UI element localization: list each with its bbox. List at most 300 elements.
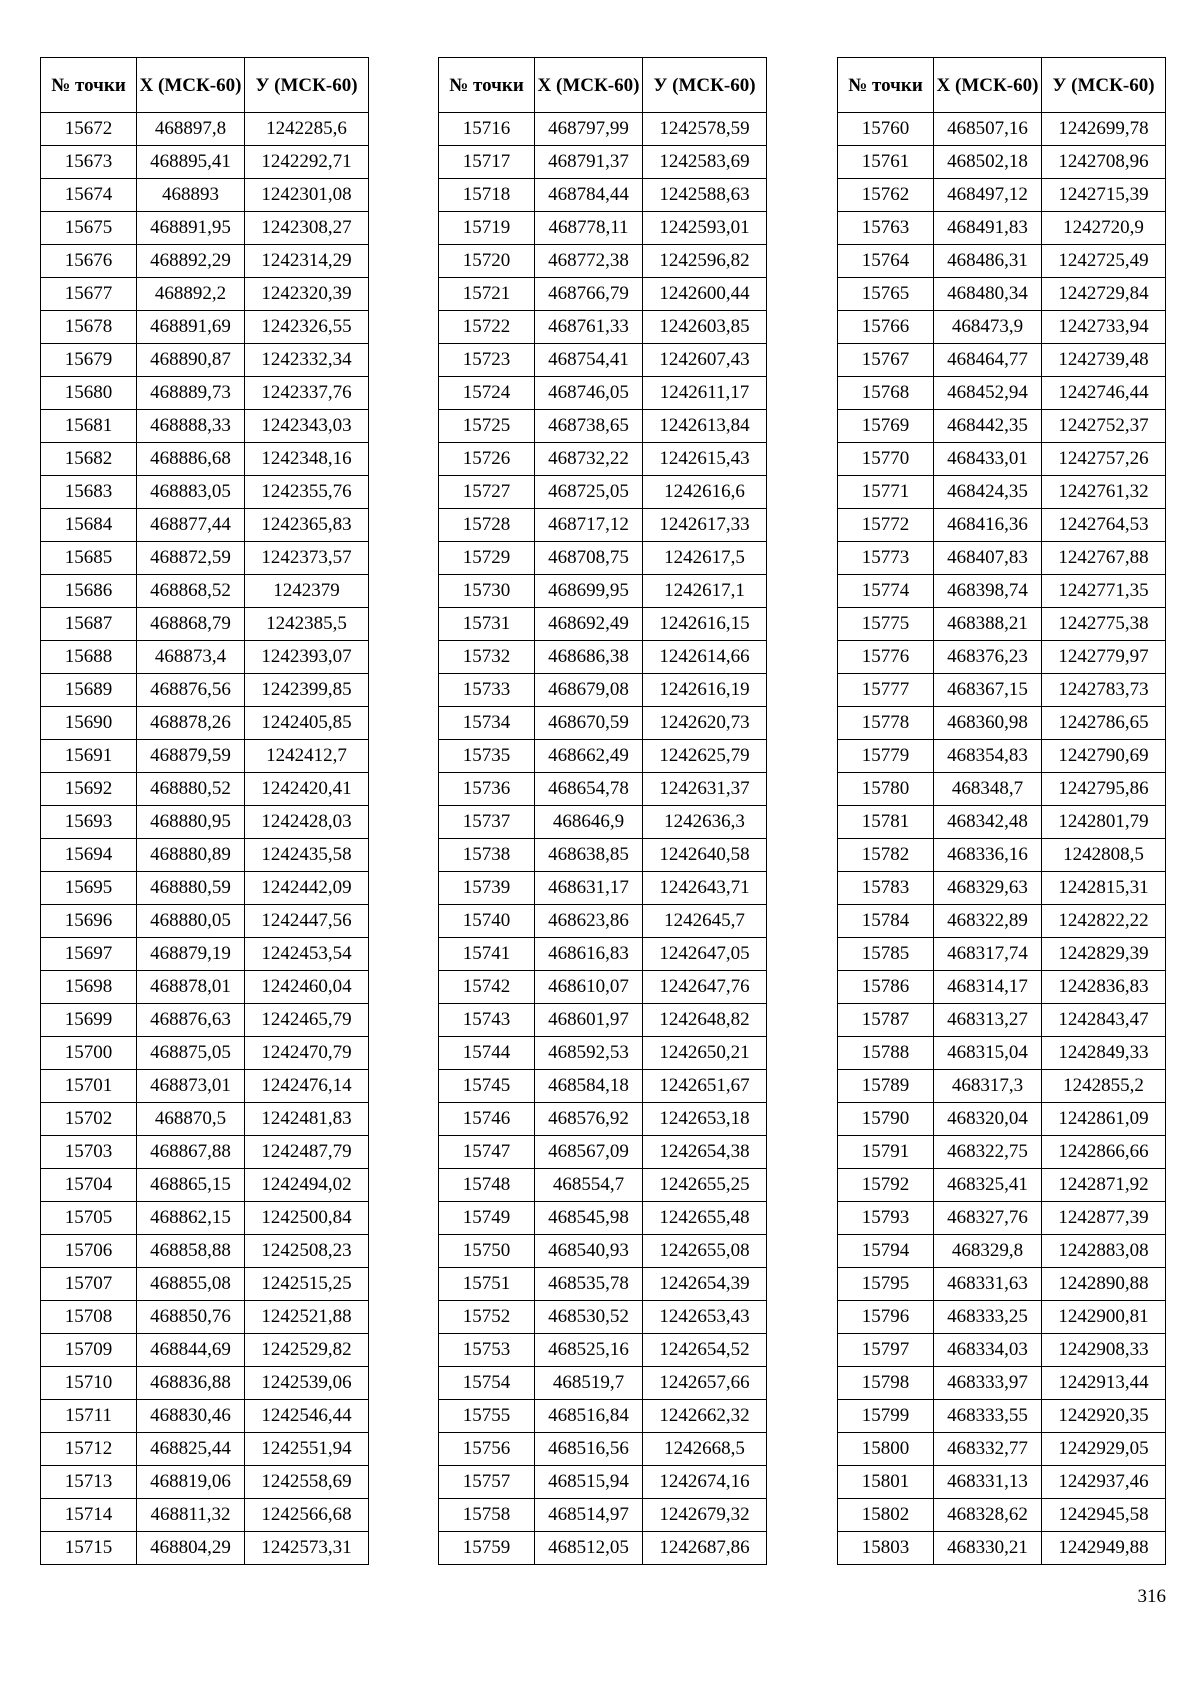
x-coordinate-cell: 468317,74	[934, 938, 1042, 971]
y-coordinate-cell: 1242786,65	[1042, 707, 1166, 740]
table-row	[41, 1301, 369, 1334]
x-coordinate-cell: 468880,52	[137, 773, 245, 806]
x-coordinate-cell: 468515,94	[535, 1466, 643, 1499]
table-row	[838, 212, 1166, 245]
x-coordinate-cell: 468530,52	[535, 1301, 643, 1334]
x-coordinate-cell: 468325,41	[934, 1169, 1042, 1202]
table-row	[41, 1103, 369, 1136]
table-row	[838, 1169, 1166, 1202]
table-row	[439, 1103, 767, 1136]
point-number-cell: 15792	[838, 1169, 934, 1202]
table-row	[838, 311, 1166, 344]
point-number-cell: 15800	[838, 1433, 934, 1466]
x-coordinate-cell: 468388,21	[934, 608, 1042, 641]
table-row	[439, 1466, 767, 1499]
y-coordinate-cell: 1242301,08	[245, 179, 369, 212]
y-coordinate-cell: 1242393,07	[245, 641, 369, 674]
point-number-cell: 15682	[41, 443, 137, 476]
point-number-cell: 15686	[41, 575, 137, 608]
y-coordinate-cell: 1242428,03	[245, 806, 369, 839]
y-coordinate-cell: 1242615,43	[643, 443, 767, 476]
x-coordinate-cell: 468725,05	[535, 476, 643, 509]
point-number-cell: 15777	[838, 674, 934, 707]
point-number-cell: 15676	[41, 245, 137, 278]
x-coordinate-cell: 468875,05	[137, 1037, 245, 1070]
x-coordinate-cell: 468699,95	[535, 575, 643, 608]
y-coordinate-cell: 1242699,78	[1042, 113, 1166, 146]
y-coordinate-cell: 1242761,32	[1042, 476, 1166, 509]
point-number-cell: 15675	[41, 212, 137, 245]
y-coordinate-cell: 1242645,7	[643, 905, 767, 938]
x-coordinate-cell: 468416,36	[934, 509, 1042, 542]
y-coordinate-cell: 1242653,43	[643, 1301, 767, 1334]
x-coordinate-cell: 468567,09	[535, 1136, 643, 1169]
point-number-cell: 15683	[41, 476, 137, 509]
point-number-cell: 15691	[41, 740, 137, 773]
x-coordinate-cell: 468784,44	[535, 179, 643, 212]
table-row	[439, 1532, 767, 1565]
x-coordinate-cell: 468327,76	[934, 1202, 1042, 1235]
table-row	[838, 509, 1166, 542]
x-coordinate-cell: 468862,15	[137, 1202, 245, 1235]
x-coordinate-cell: 468584,18	[535, 1070, 643, 1103]
x-coordinate-cell: 468876,63	[137, 1004, 245, 1037]
table-row	[41, 1070, 369, 1103]
y-coordinate-cell: 1242365,83	[245, 509, 369, 542]
table-row	[41, 1268, 369, 1301]
table-row	[41, 773, 369, 806]
y-coordinate-cell: 1242900,81	[1042, 1301, 1166, 1334]
x-coordinate-cell: 468512,05	[535, 1532, 643, 1565]
point-number-cell: 15697	[41, 938, 137, 971]
table-row	[41, 1367, 369, 1400]
y-coordinate-cell: 1242314,29	[245, 245, 369, 278]
y-coordinate-cell: 1242808,5	[1042, 839, 1166, 872]
x-coordinate-cell: 468732,22	[535, 443, 643, 476]
table-row	[41, 839, 369, 872]
y-coordinate-cell: 1242636,3	[643, 806, 767, 839]
x-coordinate-cell: 468892,2	[137, 278, 245, 311]
table-row	[838, 542, 1166, 575]
y-coordinate-cell: 1242783,73	[1042, 674, 1166, 707]
table-row	[838, 1466, 1166, 1499]
table-row	[838, 476, 1166, 509]
point-number-cell: 15771	[838, 476, 934, 509]
y-coordinate-cell: 1242508,23	[245, 1235, 369, 1268]
x-coordinate-cell: 468507,16	[934, 113, 1042, 146]
table-row	[838, 410, 1166, 443]
table-row	[41, 674, 369, 707]
table-row	[838, 641, 1166, 674]
table-row	[41, 806, 369, 839]
y-coordinate-cell: 1242578,59	[643, 113, 767, 146]
y-coordinate-cell: 1242500,84	[245, 1202, 369, 1235]
x-coordinate-cell: 468654,78	[535, 773, 643, 806]
point-number-header: № точки	[439, 58, 535, 113]
table-row	[838, 1037, 1166, 1070]
x-coordinate-cell: 468766,79	[535, 278, 643, 311]
point-number-cell: 15781	[838, 806, 934, 839]
y-coordinate-cell: 1242752,37	[1042, 410, 1166, 443]
point-number-cell: 15734	[439, 707, 535, 740]
table-row	[838, 575, 1166, 608]
x-coordinate-cell: 468554,7	[535, 1169, 643, 1202]
y-coordinate-cell: 1242600,44	[643, 278, 767, 311]
table-row	[439, 113, 767, 146]
x-coordinate-cell: 468879,59	[137, 740, 245, 773]
x-coordinate-cell: 468452,94	[934, 377, 1042, 410]
x-coordinate-cell: 468424,35	[934, 476, 1042, 509]
point-number-cell: 15772	[838, 509, 934, 542]
y-coordinate-cell: 1242631,37	[643, 773, 767, 806]
y-coordinate-cell: 1242843,47	[1042, 1004, 1166, 1037]
y-coordinate-cell: 1242447,56	[245, 905, 369, 938]
y-coordinate-cell: 1242790,69	[1042, 740, 1166, 773]
y-coordinate-cell: 1242546,44	[245, 1400, 369, 1433]
table-row	[439, 410, 767, 443]
x-coordinate-cell: 468638,85	[535, 839, 643, 872]
x-coordinate-cell: 468514,97	[535, 1499, 643, 1532]
x-coordinate-cell: 468313,27	[934, 1004, 1042, 1037]
table-row	[838, 146, 1166, 179]
point-number-cell: 15707	[41, 1268, 137, 1301]
y-coordinate-cell: 1242399,85	[245, 674, 369, 707]
y-coordinate-cell: 1242746,44	[1042, 377, 1166, 410]
x-coordinate-cell: 468844,69	[137, 1334, 245, 1367]
x-coordinate-cell: 468342,48	[934, 806, 1042, 839]
point-number-cell: 15785	[838, 938, 934, 971]
x-coordinate-cell: 468868,79	[137, 608, 245, 641]
x-coordinate-cell: 468811,32	[137, 1499, 245, 1532]
x-coordinate-cell: 468878,26	[137, 707, 245, 740]
y-coordinate-cell: 1242949,88	[1042, 1532, 1166, 1565]
table-row	[41, 707, 369, 740]
table-row	[41, 377, 369, 410]
y-coordinate-cell: 1242617,33	[643, 509, 767, 542]
y-coordinate-cell: 1242412,7	[245, 740, 369, 773]
y-coordinate-cell: 1242616,6	[643, 476, 767, 509]
y-coordinate-cell: 1242460,04	[245, 971, 369, 1004]
y-coordinate-cell: 1242795,86	[1042, 773, 1166, 806]
table-row	[41, 1532, 369, 1565]
table-row	[838, 740, 1166, 773]
point-number-cell: 15695	[41, 872, 137, 905]
table-row	[838, 1400, 1166, 1433]
y-coordinate-cell: 1242729,84	[1042, 278, 1166, 311]
x-coordinate-cell: 468897,8	[137, 113, 245, 146]
point-number-cell: 15714	[41, 1499, 137, 1532]
y-coordinate-cell: 1242687,86	[643, 1532, 767, 1565]
y-coordinate-cell: 1242442,09	[245, 872, 369, 905]
y-coordinate-cell: 1242607,43	[643, 344, 767, 377]
table-row	[41, 278, 369, 311]
table-row	[439, 740, 767, 773]
x-coordinate-cell: 468497,12	[934, 179, 1042, 212]
x-coordinate-cell: 468679,08	[535, 674, 643, 707]
point-number-cell: 15795	[838, 1268, 934, 1301]
y-coordinate-cell: 1242920,35	[1042, 1400, 1166, 1433]
x-coordinate-cell: 468367,15	[934, 674, 1042, 707]
table-row	[41, 113, 369, 146]
point-number-cell: 15722	[439, 311, 535, 344]
y-coordinate-cell: 1242614,66	[643, 641, 767, 674]
table-row	[41, 1334, 369, 1367]
point-number-cell: 15796	[838, 1301, 934, 1334]
table-row	[439, 773, 767, 806]
point-number-cell: 15769	[838, 410, 934, 443]
x-coordinate-cell: 468464,77	[934, 344, 1042, 377]
x-coordinate-cell: 468850,76	[137, 1301, 245, 1334]
table-row	[838, 1334, 1166, 1367]
y-coordinate-cell: 1242453,54	[245, 938, 369, 971]
table-row	[439, 608, 767, 641]
x-coordinate-cell: 468670,59	[535, 707, 643, 740]
table-row	[41, 212, 369, 245]
point-number-cell: 15745	[439, 1070, 535, 1103]
point-number-cell: 15681	[41, 410, 137, 443]
x-coordinate-cell: 468601,97	[535, 1004, 643, 1037]
y-coordinate-cell: 1242655,48	[643, 1202, 767, 1235]
y-coordinate-cell: 1242616,15	[643, 608, 767, 641]
point-number-cell: 15759	[439, 1532, 535, 1565]
point-number-cell: 15750	[439, 1235, 535, 1268]
point-number-cell: 15773	[838, 542, 934, 575]
table-row	[41, 905, 369, 938]
x-coordinate-cell: 468631,17	[535, 872, 643, 905]
point-number-cell: 15713	[41, 1466, 137, 1499]
x-coordinate-cell: 468867,88	[137, 1136, 245, 1169]
point-number-cell: 15780	[838, 773, 934, 806]
table-row	[41, 311, 369, 344]
point-number-cell: 15690	[41, 707, 137, 740]
point-number-cell: 15794	[838, 1235, 934, 1268]
point-number-cell: 15710	[41, 1367, 137, 1400]
point-number-cell: 15793	[838, 1202, 934, 1235]
table-row	[439, 1004, 767, 1037]
x-coordinate-cell: 468872,59	[137, 542, 245, 575]
y-coordinate-cell: 1242779,97	[1042, 641, 1166, 674]
y-coordinate-cell: 1242481,83	[245, 1103, 369, 1136]
point-number-cell: 15724	[439, 377, 535, 410]
table-row	[838, 872, 1166, 905]
y-coordinate-cell: 1242822,22	[1042, 905, 1166, 938]
point-number-cell: 15687	[41, 608, 137, 641]
y-coordinate-cell: 1242613,84	[643, 410, 767, 443]
table-row	[439, 179, 767, 212]
y-coordinate-cell: 1242332,34	[245, 344, 369, 377]
point-number-cell: 15738	[439, 839, 535, 872]
x-coordinate-header: X (МСК-60)	[535, 58, 643, 113]
x-coordinate-cell: 468889,73	[137, 377, 245, 410]
table-row	[838, 344, 1166, 377]
x-coordinate-cell: 468519,7	[535, 1367, 643, 1400]
y-coordinate-cell: 1242836,83	[1042, 971, 1166, 1004]
point-number-cell: 15788	[838, 1037, 934, 1070]
x-coordinate-cell: 468778,11	[535, 212, 643, 245]
table-body	[838, 113, 1166, 1565]
x-coordinate-cell: 468880,95	[137, 806, 245, 839]
x-coordinate-cell: 468348,7	[934, 773, 1042, 806]
table-row	[439, 839, 767, 872]
y-coordinate-cell: 1242343,03	[245, 410, 369, 443]
table-row	[439, 1334, 767, 1367]
y-coordinate-cell: 1242725,49	[1042, 245, 1166, 278]
point-number-cell: 15725	[439, 410, 535, 443]
x-coordinate-cell: 468868,52	[137, 575, 245, 608]
y-coordinate-cell: 1242373,57	[245, 542, 369, 575]
table-row	[439, 1301, 767, 1334]
table-row	[439, 1169, 767, 1202]
table-row	[838, 1136, 1166, 1169]
table-row	[439, 311, 767, 344]
x-coordinate-cell: 468892,29	[137, 245, 245, 278]
point-number-cell: 15784	[838, 905, 934, 938]
y-coordinate-cell: 1242662,32	[643, 1400, 767, 1433]
x-coordinate-cell: 468879,19	[137, 938, 245, 971]
point-number-cell: 15678	[41, 311, 137, 344]
x-coordinate-cell: 468502,18	[934, 146, 1042, 179]
x-coordinate-cell: 468880,05	[137, 905, 245, 938]
point-number-cell: 15779	[838, 740, 934, 773]
point-number-cell: 15798	[838, 1367, 934, 1400]
y-coordinate-cell: 1242733,94	[1042, 311, 1166, 344]
y-coordinate-cell: 1242551,94	[245, 1433, 369, 1466]
point-number-cell: 15757	[439, 1466, 535, 1499]
y-coordinate-cell: 1242617,1	[643, 575, 767, 608]
table-row	[41, 509, 369, 542]
x-coordinate-cell: 468877,44	[137, 509, 245, 542]
point-number-cell: 15705	[41, 1202, 137, 1235]
table-row	[439, 344, 767, 377]
x-coordinate-cell: 468895,41	[137, 146, 245, 179]
x-coordinate-cell: 468545,98	[535, 1202, 643, 1235]
table-row	[838, 1268, 1166, 1301]
y-coordinate-cell: 1242566,68	[245, 1499, 369, 1532]
point-number-cell: 15801	[838, 1466, 934, 1499]
x-coordinate-cell: 468576,92	[535, 1103, 643, 1136]
x-coordinate-cell: 468804,29	[137, 1532, 245, 1565]
x-coordinate-cell: 468738,65	[535, 410, 643, 443]
point-number-cell: 15693	[41, 806, 137, 839]
y-coordinate-cell: 1242679,32	[643, 1499, 767, 1532]
point-number-header: № точки	[838, 58, 934, 113]
x-coordinate-cell: 468692,49	[535, 608, 643, 641]
y-coordinate-cell: 1242654,39	[643, 1268, 767, 1301]
y-coordinate-cell: 1242611,17	[643, 377, 767, 410]
table-row	[41, 872, 369, 905]
y-coordinate-cell: 1242929,05	[1042, 1433, 1166, 1466]
y-coordinate-cell: 1242668,5	[643, 1433, 767, 1466]
point-number-cell: 15699	[41, 1004, 137, 1037]
point-number-cell: 15706	[41, 1235, 137, 1268]
x-coordinate-cell: 468491,83	[934, 212, 1042, 245]
x-coordinate-cell: 468331,13	[934, 1466, 1042, 1499]
x-coordinate-cell: 468333,25	[934, 1301, 1042, 1334]
table-row	[439, 245, 767, 278]
table-row	[439, 1367, 767, 1400]
point-number-cell: 15700	[41, 1037, 137, 1070]
coordinates-table-2	[438, 57, 767, 1565]
table-row	[41, 410, 369, 443]
y-coordinate-cell: 1242654,38	[643, 1136, 767, 1169]
y-coordinate-header: У (МСК-60)	[245, 58, 369, 113]
x-coordinate-cell: 468398,74	[934, 575, 1042, 608]
x-coordinate-cell: 468880,89	[137, 839, 245, 872]
point-number-cell: 15733	[439, 674, 535, 707]
table-row	[838, 1103, 1166, 1136]
x-coordinate-cell: 468525,16	[535, 1334, 643, 1367]
point-number-cell: 15749	[439, 1202, 535, 1235]
x-coordinate-cell: 468883,05	[137, 476, 245, 509]
point-number-cell: 15765	[838, 278, 934, 311]
table-body	[41, 113, 369, 1565]
point-number-cell: 15755	[439, 1400, 535, 1433]
x-coordinate-cell: 468486,31	[934, 245, 1042, 278]
x-coordinate-cell: 468314,17	[934, 971, 1042, 1004]
table-row	[838, 773, 1166, 806]
x-coordinate-cell: 468330,21	[934, 1532, 1042, 1565]
table-row	[838, 1499, 1166, 1532]
y-coordinate-cell: 1242849,33	[1042, 1037, 1166, 1070]
table-body	[439, 113, 767, 1565]
y-coordinate-cell: 1242603,85	[643, 311, 767, 344]
table-row	[439, 1070, 767, 1103]
point-number-cell: 15726	[439, 443, 535, 476]
point-number-cell: 15752	[439, 1301, 535, 1334]
table-row	[41, 575, 369, 608]
y-coordinate-cell: 1242720,9	[1042, 212, 1166, 245]
x-coordinate-cell: 468336,16	[934, 839, 1042, 872]
point-number-cell: 15766	[838, 311, 934, 344]
x-coordinate-cell: 468830,46	[137, 1400, 245, 1433]
point-number-cell: 15684	[41, 509, 137, 542]
y-coordinate-cell: 1242337,76	[245, 377, 369, 410]
point-number-cell: 15789	[838, 1070, 934, 1103]
table-row	[439, 443, 767, 476]
y-coordinate-cell: 1242801,79	[1042, 806, 1166, 839]
point-number-cell: 15762	[838, 179, 934, 212]
coordinates-table-1	[40, 57, 369, 1565]
y-coordinate-cell: 1242651,67	[643, 1070, 767, 1103]
table-row	[41, 971, 369, 1004]
table-row	[439, 146, 767, 179]
y-coordinate-cell: 1242385,5	[245, 608, 369, 641]
y-coordinate-cell: 1242596,82	[643, 245, 767, 278]
point-number-cell: 15791	[838, 1136, 934, 1169]
y-coordinate-cell: 1242654,52	[643, 1334, 767, 1367]
table-row	[439, 377, 767, 410]
point-number-cell: 15744	[439, 1037, 535, 1070]
point-number-cell: 15689	[41, 674, 137, 707]
y-coordinate-cell: 1242829,39	[1042, 938, 1166, 971]
table-row	[838, 938, 1166, 971]
point-number-cell: 15694	[41, 839, 137, 872]
x-coordinate-cell: 468708,75	[535, 542, 643, 575]
y-coordinate-cell: 1242715,39	[1042, 179, 1166, 212]
x-coordinate-cell: 468825,44	[137, 1433, 245, 1466]
table-row	[838, 245, 1166, 278]
point-number-cell: 15720	[439, 245, 535, 278]
y-coordinate-cell: 1242908,33	[1042, 1334, 1166, 1367]
table-row	[439, 575, 767, 608]
table-row	[439, 1202, 767, 1235]
point-number-cell: 15728	[439, 509, 535, 542]
table-row	[439, 938, 767, 971]
point-number-cell: 15680	[41, 377, 137, 410]
coordinates-table-3	[837, 57, 1166, 1565]
x-coordinate-cell: 468754,41	[535, 344, 643, 377]
point-number-cell: 15746	[439, 1103, 535, 1136]
